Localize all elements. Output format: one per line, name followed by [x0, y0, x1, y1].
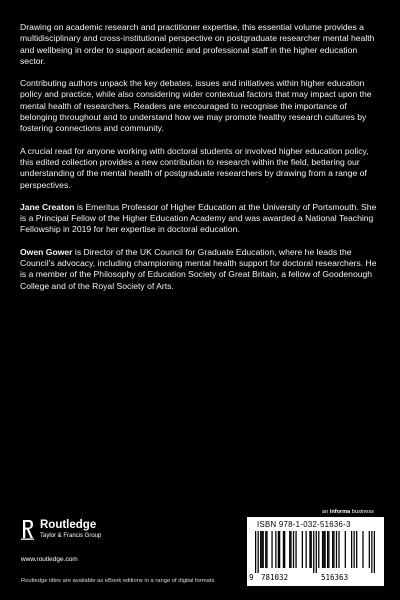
barcode-bar	[258, 531, 259, 573]
barcode-bar	[295, 531, 296, 568]
author-bio-text-1: is Emeritus Professor of Higher Education at the University of Portsmouth. She is a Principal Fellow of the Higher Education Academy and was awarded a National Teaching Fellowship in 2019 for her expertise in doctoral education.	[20, 201, 377, 235]
barcode-digit-group-1: 781032	[261, 573, 289, 582]
barcode-bar	[336, 531, 337, 568]
barcode-bar	[260, 531, 261, 568]
barcode-bar	[371, 531, 372, 573]
barcode-bar	[327, 531, 328, 568]
publisher-group: Taylor & Francis Group	[40, 533, 102, 539]
barcode-bar	[333, 531, 334, 568]
routledge-r-icon	[21, 518, 35, 540]
barcode-bar	[255, 531, 256, 573]
ebook-availability-note: Routledge titles are available as eBook editions in a range of digital formats	[21, 578, 215, 584]
barcode-digit-lead: 9	[249, 573, 254, 582]
barcode-bar	[351, 531, 352, 568]
description-paragraph-2: Contributing authors unpack the key debates, issues and initiatives within higher education policy and practice, while also considering wider contextual factors that may impact upon the mental health of researchers. Readers are encouraged to recognise the importance of belonging throughout and to understand how we may promote healthy research cultures by fostering connections and community.	[20, 78, 372, 134]
barcode-bar	[283, 531, 284, 568]
barcode-bar	[289, 531, 290, 568]
barcode-bar	[284, 531, 285, 568]
barcode-bar	[324, 531, 325, 568]
barcode-bar	[322, 531, 323, 568]
barcode-bar	[290, 531, 291, 568]
barcode-bar	[316, 531, 317, 573]
barcode-bar	[332, 531, 333, 568]
barcode-bar	[323, 531, 324, 568]
publisher-name: Routledge	[40, 519, 97, 531]
barcode-bar	[318, 531, 319, 568]
barcode-bar	[266, 531, 267, 568]
barcode-bars	[255, 531, 375, 573]
barcode-bar	[374, 531, 375, 573]
informa-business-note	[322, 509, 374, 515]
barcode-bar	[306, 531, 307, 568]
barcode-bar	[311, 531, 312, 568]
barcode-bar	[265, 531, 266, 568]
barcode-bar	[338, 531, 339, 568]
barcode-bar	[362, 531, 363, 568]
barcode-bar	[345, 531, 346, 568]
barcode-bar	[263, 531, 264, 568]
barcode-bar	[302, 531, 303, 568]
author-name-2: Owen Gower	[20, 246, 73, 257]
barcode-bar	[369, 531, 370, 568]
publisher-website: www.routledge.com	[21, 556, 78, 563]
barcode-bar	[356, 531, 357, 568]
business-prefix: an	[322, 509, 330, 515]
description-paragraph-1: Drawing on academic research and practitioner expertise, this essential volume provides a multidisciplinary and cross-institutional perspective on postgraduate researcher mental health and wellbeing in order to support academic and professional staff in the higher education sector.	[20, 22, 375, 66]
barcode-bar	[309, 531, 310, 568]
informa-brand: informa	[329, 509, 351, 515]
barcode-bar	[279, 531, 280, 568]
isbn-barcode	[247, 517, 384, 586]
barcode-bar	[278, 531, 279, 568]
barcode-bar	[354, 531, 355, 568]
business-suffix: business	[350, 509, 374, 515]
barcode-bar	[261, 531, 262, 568]
barcode-bar	[275, 531, 276, 568]
author-bio-text-2: is Director of the UK Council for Graduate Education, where he leads the Council’s advocacy, including championing mental health support for doctoral researchers. He is a member of the Philosophy of Education Society of Great Britain, a fellow of Goodenough College and of the Royal Society of Arts.	[20, 246, 377, 291]
barcode-bar	[313, 531, 314, 573]
barcode-bar	[293, 531, 294, 568]
description-paragraph-3: A crucial read for anyone working with doctoral students or involved higher education policy, this edited collection provides a new contribution to research within the field, bettering our understanding of the mental health of postgraduate researchers by drawing from a range of perspectives.	[20, 145, 369, 190]
barcode-bar	[328, 531, 329, 568]
barcode-bar	[271, 531, 272, 568]
barcode-digit-group-2: 516363	[321, 573, 349, 582]
author-name-1: Jane Creaton	[20, 201, 75, 212]
isbn-number: ISBN 978-1-032-51636-3	[257, 520, 351, 529]
